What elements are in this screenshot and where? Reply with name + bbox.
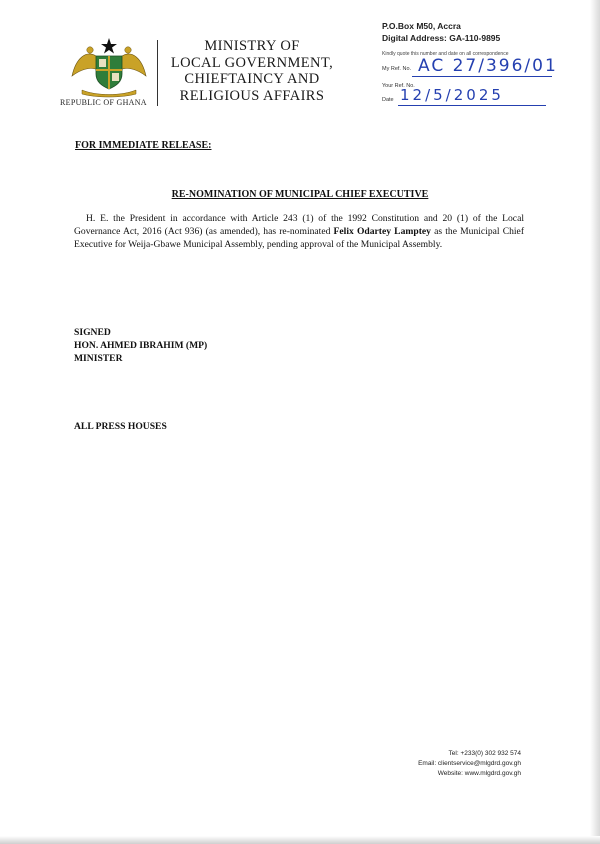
telephone: Tel: +233(0) 302 932 574	[448, 750, 521, 757]
email: Email: clientservice@mlgdrd.gov.gh	[418, 760, 521, 767]
ministry-line: CHIEFTAINCY AND	[184, 71, 320, 87]
kindly-quote-note: Kindly quote this number and date on all correspondence	[382, 51, 509, 57]
republic-of-ghana-label: REPUBLIC OF GHANA	[60, 98, 147, 107]
scan-edge-shadow	[590, 0, 600, 844]
date-handwritten: 12/5/2025	[400, 86, 504, 104]
my-ref-underline	[412, 76, 552, 77]
your-ref-label: Your Ref. No.	[382, 83, 415, 89]
nominee-name: Felix Odartey Lamptey	[333, 225, 431, 237]
contact-block	[418, 749, 521, 779]
digital-address: Digital Address: GA-110-9895	[382, 33, 501, 43]
header-divider	[157, 40, 158, 106]
body-text: H. E. the President in accordance with Article 243 (1) of the 1992 Constitution and 20 (1) of the Local Governance Act, 2016 (Act 936) (as amended), has re-nominated	[74, 213, 524, 237]
signature-block	[74, 326, 207, 365]
distribution-label: ALL PRESS HOUSES	[74, 421, 167, 432]
ministry-line: LOCAL GOVERNMENT,	[170, 54, 334, 71]
signed-label: SIGNED	[74, 327, 111, 338]
address-block	[382, 20, 500, 44]
ministry-line: MINISTRY OF	[204, 38, 300, 54]
scan-bottom-shadow	[0, 836, 600, 844]
release-label: FOR IMMEDIATE RELEASE:	[75, 140, 212, 151]
body-text: as the Municipal Chief Executive for Weija-Gbawe Municipal Assembly, pending approval of the Municipal Assembly.	[74, 225, 525, 250]
signatory-title: MINISTER	[74, 353, 123, 364]
ghana-coat-of-arms-icon	[68, 36, 150, 98]
body-paragraph	[74, 213, 524, 251]
headline: RE-NOMINATION OF MUNICIPAL CHIEF EXECUTIVE	[171, 189, 429, 200]
po-box: P.O.Box M50, Accra	[382, 21, 461, 31]
date-underline	[398, 105, 546, 106]
ministry-line: RELIGIOUS AFFAIRS	[179, 87, 325, 104]
my-ref-handwritten: AC 27/396/01	[418, 56, 558, 76]
signatory-name: HON. AHMED IBRAHIM (MP)	[74, 340, 208, 351]
ministry-name	[168, 38, 336, 104]
my-ref-label: My Ref. No.	[382, 66, 412, 72]
date-label: Date	[382, 97, 394, 103]
website: Website: www.mlgdrd.gov.gh	[437, 770, 521, 777]
